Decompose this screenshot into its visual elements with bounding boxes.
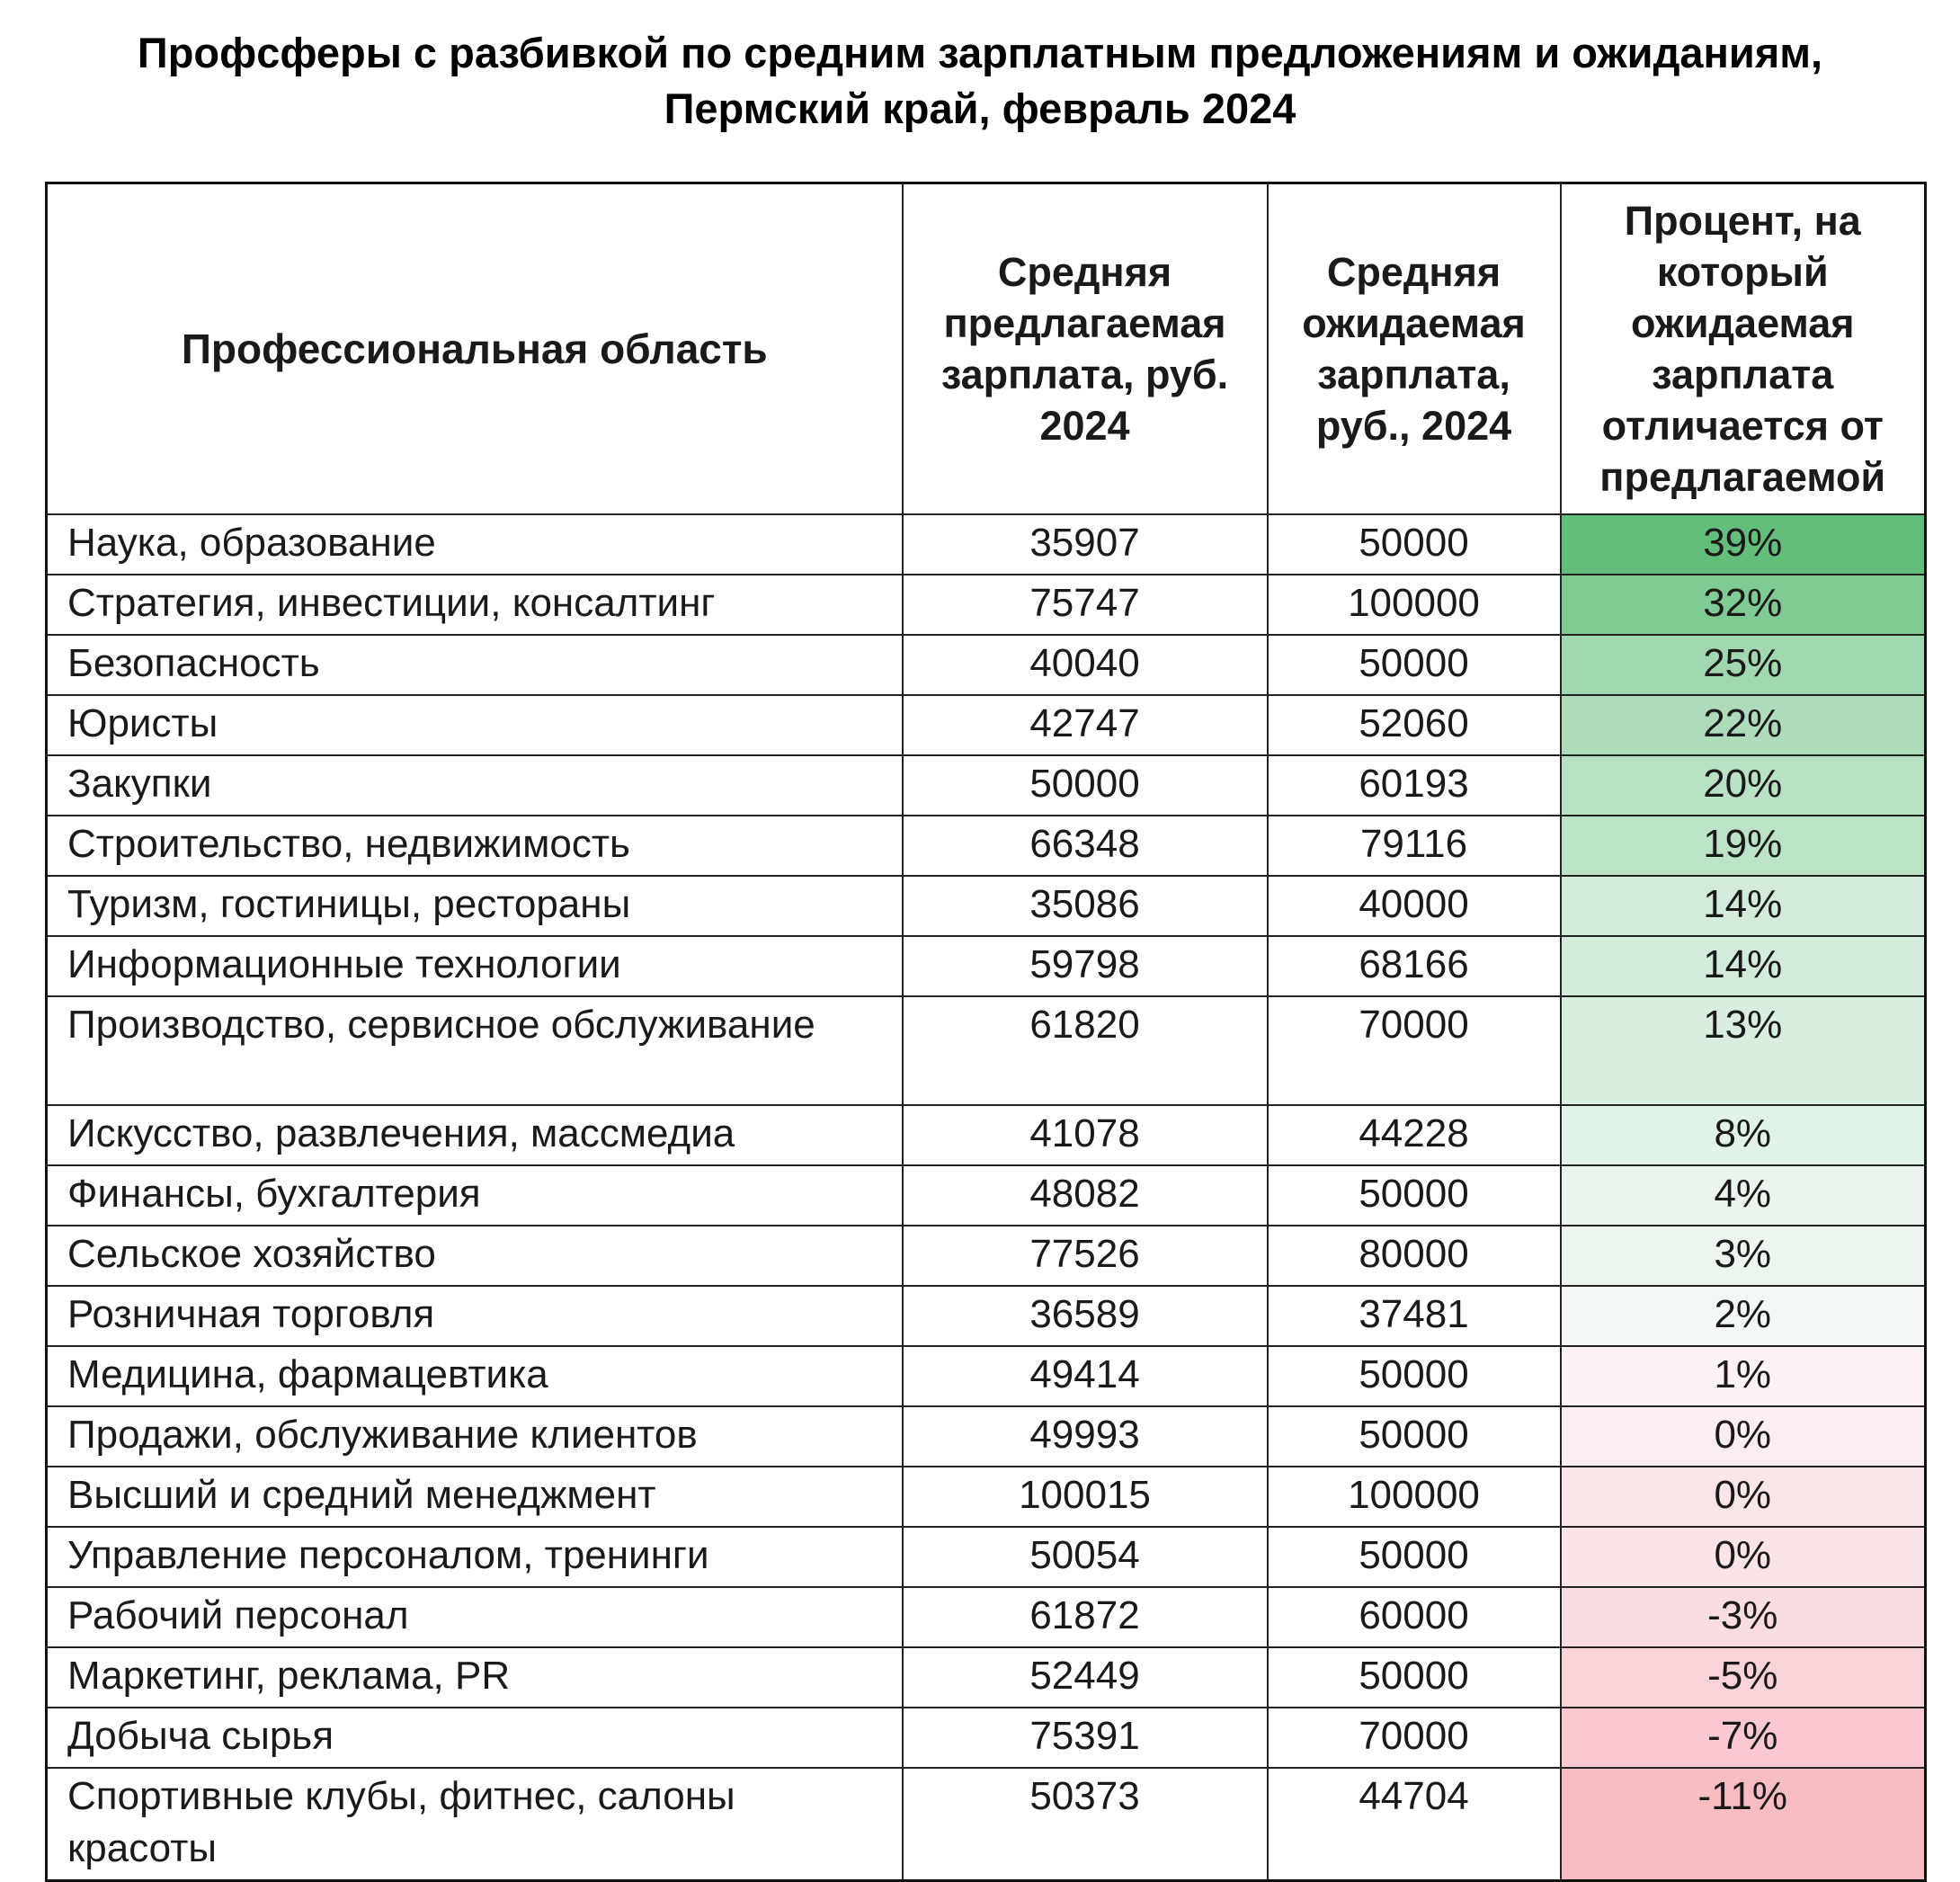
cell-percent: 0% <box>1561 1527 1926 1587</box>
cell-expected: 50000 <box>1268 1165 1561 1226</box>
cell-offered: 41078 <box>903 1105 1268 1165</box>
cell-expected: 50000 <box>1268 635 1561 695</box>
table-row <box>47 936 1926 996</box>
cell-area: Розничная торговля <box>47 1286 903 1346</box>
cell-offered: 75391 <box>903 1708 1268 1768</box>
salary-table <box>45 182 1927 1882</box>
cell-area: Информационные технологии <box>47 936 903 996</box>
cell-expected: 52060 <box>1268 695 1561 755</box>
cell-expected: 68166 <box>1268 936 1561 996</box>
cell-offered: 50054 <box>903 1527 1268 1587</box>
cell-percent: 3% <box>1561 1226 1926 1286</box>
cell-expected: 44704 <box>1268 1768 1561 1881</box>
cell-area: Медицина, фармацевтика <box>47 1346 903 1406</box>
table-row <box>47 1587 1926 1647</box>
cell-area: Финансы, бухгалтерия <box>47 1165 903 1226</box>
cell-offered: 36589 <box>903 1286 1268 1346</box>
cell-area: Высший и средний менеджмент <box>47 1467 903 1527</box>
cell-expected: 60193 <box>1268 755 1561 816</box>
cell-expected: 50000 <box>1268 1346 1561 1406</box>
table-row <box>47 1226 1926 1286</box>
cell-percent: 20% <box>1561 755 1926 816</box>
cell-expected: 70000 <box>1268 1708 1561 1768</box>
cell-expected: 100000 <box>1268 1467 1561 1527</box>
table-row <box>47 1708 1926 1768</box>
table-row <box>47 1467 1926 1527</box>
cell-percent: -3% <box>1561 1587 1926 1647</box>
cell-percent: -11% <box>1561 1768 1926 1881</box>
cell-area: Стратегия, инвестиции, консалтинг <box>47 575 903 635</box>
cell-percent: 25% <box>1561 635 1926 695</box>
table-row <box>47 1165 1926 1226</box>
cell-area: Закупки <box>47 755 903 816</box>
cell-offered: 35086 <box>903 876 1268 936</box>
cell-expected: 50000 <box>1268 1527 1561 1587</box>
table-row <box>47 816 1926 876</box>
cell-percent: 8% <box>1561 1105 1926 1165</box>
cell-offered: 40040 <box>903 635 1268 695</box>
table-row <box>47 1346 1926 1406</box>
cell-expected: 40000 <box>1268 876 1561 936</box>
cell-expected: 100000 <box>1268 575 1561 635</box>
table-row <box>47 635 1926 695</box>
cell-area: Юристы <box>47 695 903 755</box>
cell-percent: -7% <box>1561 1708 1926 1768</box>
header-area: Профессиональная область <box>47 183 903 515</box>
cell-area: Сельское хозяйство <box>47 1226 903 1286</box>
cell-expected: 44228 <box>1268 1105 1561 1165</box>
cell-expected: 50000 <box>1268 514 1561 575</box>
table-row <box>47 1647 1926 1708</box>
cell-percent: 2% <box>1561 1286 1926 1346</box>
cell-expected: 37481 <box>1268 1286 1561 1346</box>
cell-area: Продажи, обслуживание клиентов <box>47 1406 903 1467</box>
cell-area: Управление персоналом, тренинги <box>47 1527 903 1587</box>
table-row <box>47 1527 1926 1587</box>
header-percent: Процент, на который ожидаемая зарплата отличается от предлагаемой <box>1561 183 1926 515</box>
cell-offered: 66348 <box>903 816 1268 876</box>
cell-percent: 14% <box>1561 876 1926 936</box>
table-row <box>47 996 1926 1105</box>
cell-offered: 49414 <box>903 1346 1268 1406</box>
cell-percent: 4% <box>1561 1165 1926 1226</box>
table-row <box>47 695 1926 755</box>
cell-offered: 49993 <box>903 1406 1268 1467</box>
table-row <box>47 1286 1926 1346</box>
cell-expected: 50000 <box>1268 1406 1561 1467</box>
title-line-2: Пермский край, февраль 2024 <box>664 85 1296 132</box>
cell-area: Строительство, недвижимость <box>47 816 903 876</box>
cell-expected: 50000 <box>1268 1647 1561 1708</box>
cell-percent: 1% <box>1561 1346 1926 1406</box>
cell-percent: 39% <box>1561 514 1926 575</box>
cell-offered: 50000 <box>903 755 1268 816</box>
cell-area: Искусство, развлечения, массмедиа <box>47 1105 903 1165</box>
cell-percent: 22% <box>1561 695 1926 755</box>
table-row <box>47 876 1926 936</box>
header-expected: Средняя ожидаемая зарплата, руб., 2024 <box>1268 183 1561 515</box>
cell-offered: 48082 <box>903 1165 1268 1226</box>
cell-offered: 35907 <box>903 514 1268 575</box>
cell-area: Производство, сервисное обслуживание <box>47 996 903 1105</box>
table-row <box>47 514 1926 575</box>
header-row <box>47 183 1926 515</box>
header-offered: Средняя предлагаемая зарплата, руб. 2024 <box>903 183 1268 515</box>
cell-area: Наука, образование <box>47 514 903 575</box>
cell-area: Добыча сырья <box>47 1708 903 1768</box>
cell-offered: 77526 <box>903 1226 1268 1286</box>
cell-percent: 0% <box>1561 1406 1926 1467</box>
cell-percent: 14% <box>1561 936 1926 996</box>
cell-percent: 0% <box>1561 1467 1926 1527</box>
cell-area: Рабочий персонал <box>47 1587 903 1647</box>
cell-area: Спортивные клубы, фитнес, салоны красоты <box>47 1768 903 1881</box>
cell-percent: 19% <box>1561 816 1926 876</box>
cell-offered: 75747 <box>903 575 1268 635</box>
cell-offered: 59798 <box>903 936 1268 996</box>
cell-percent: 32% <box>1561 575 1926 635</box>
cell-expected: 79116 <box>1268 816 1561 876</box>
cell-expected: 80000 <box>1268 1226 1561 1286</box>
cell-offered: 61872 <box>903 1587 1268 1647</box>
cell-offered: 100015 <box>903 1467 1268 1527</box>
table-row <box>47 755 1926 816</box>
cell-expected: 70000 <box>1268 996 1561 1105</box>
cell-percent: 13% <box>1561 996 1926 1105</box>
cell-area: Маркетинг, реклама, PR <box>47 1647 903 1708</box>
cell-area: Туризм, гостиницы, рестораны <box>47 876 903 936</box>
cell-percent: -5% <box>1561 1647 1926 1708</box>
cell-expected: 60000 <box>1268 1587 1561 1647</box>
table-row <box>47 1105 1926 1165</box>
cell-offered: 52449 <box>903 1647 1268 1708</box>
cell-offered: 61820 <box>903 996 1268 1105</box>
table-row <box>47 575 1926 635</box>
cell-offered: 50373 <box>903 1768 1268 1881</box>
table-row <box>47 1768 1926 1881</box>
cell-area: Безопасность <box>47 635 903 695</box>
title-line-1: Профсферы с разбивкой по средним зарплатным предложениям и ожиданиям, <box>137 29 1823 76</box>
table-row <box>47 1406 1926 1467</box>
page-title <box>0 25 1960 137</box>
cell-offered: 42747 <box>903 695 1268 755</box>
